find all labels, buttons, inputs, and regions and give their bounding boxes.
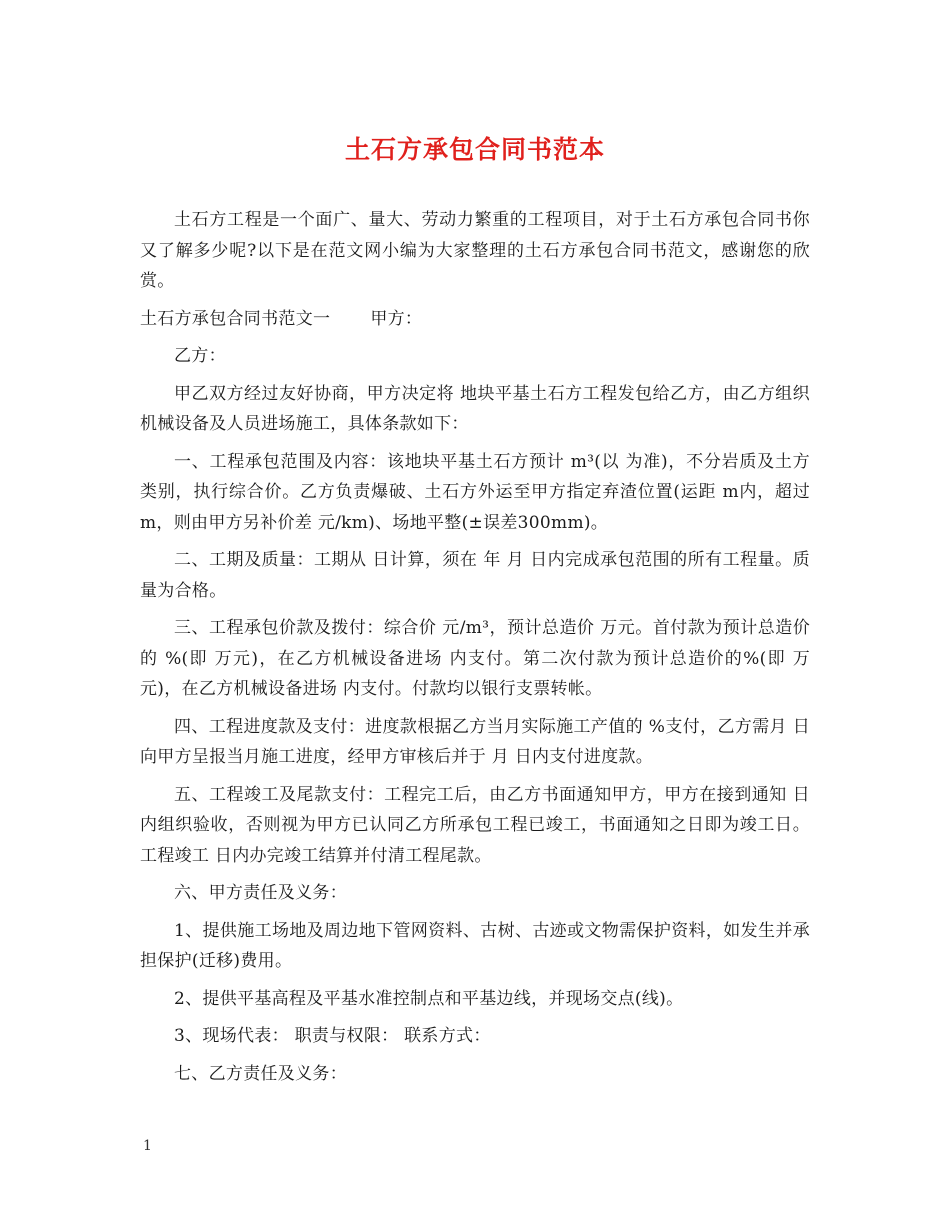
party-a-label: 甲方： [370,308,423,329]
clause-4-progress-payment: 四、工程进度款及支付：进度款根据乙方当月实际施工产值的 %支付，乙方需月 日向甲方呈报当月施工进度，经甲方审核后并于 月 日内支付进度款。 [140,716,810,767]
clause-5-completion: 五、工程竣工及尾款支付：工程完工后，由乙方书面通知甲方，甲方在接到通知 日内组织验收，否则视为甲方已认同乙方所承包工程已竣工，书面通知之日即为竣工日。工程竣工 日内办完竣工结算并付清工程尾款。 [140,784,810,866]
section-heading-line [140,304,810,335]
document-title: 土石方承包合同书范本 [344,135,605,164]
clause-6-item-1: 1、提供施工场地及周边地下管网资料、古树、古迹或文物需保护资料，如发生并承担保护(迁移)费用。 [140,920,810,971]
clause-6-heading: 六、甲方责任及义务： [174,883,347,903]
page-number: 1 [143,1138,152,1154]
clause-3-payment: 三、工程承包价款及拨付：综合价 元/m³，预计总造价 万元。首付款为预计总造价的 %(即 万元)，在乙方机械设备进场 内支付。第二次付款为预计总造价的%(即 万元)，在乙方机械设备进场 内支付。付款均以银行支票转帐。 [140,618,810,699]
clause-6-item-2: 2、提供平基高程及平基水准控制点和平基边线，并现场交点(线)。 [174,988,684,1009]
contract-preamble: 甲乙双方经过友好协商，甲方决定将 地块平基土石方工程发包给乙方，由乙方组织机械设备及人员进场施工，具体条款如下： [140,383,810,434]
clause-2-schedule: 二、工期及质量：工期从 日计算，须在 年 月 日内完成承包范围的所有工程量。质量为合格。 [140,550,810,601]
clause-6-item-3: 3、现场代表： 职责与权限： 联系方式： [174,1026,491,1046]
document-body [140,205,810,1096]
clause-1-scope: 一、工程承包范围及内容：该地块平基土石方预计 m³(以 为准)，不分岩质及土方类别，执行综合价。乙方负责爆破、土石方外运至甲方指定弃渣位置(运距 m内，超过 m，则由甲方另补价差 元/km)、场地平整(±误差300mm)。 [140,451,810,533]
clause-7-heading: 七、乙方责任及义务： [174,1063,347,1084]
party-b-label: 乙方： [174,346,226,366]
section-heading: 土石方承包合同书范文一 [140,308,331,329]
intro-paragraph: 土石方工程是一个面广、量大、劳动力繁重的工程项目，对于土石方承包合同书你又了解多少呢?以下是在范文网小编为大家整理的土石方承包合同书范文，感谢您的欣赏。 [140,210,810,291]
